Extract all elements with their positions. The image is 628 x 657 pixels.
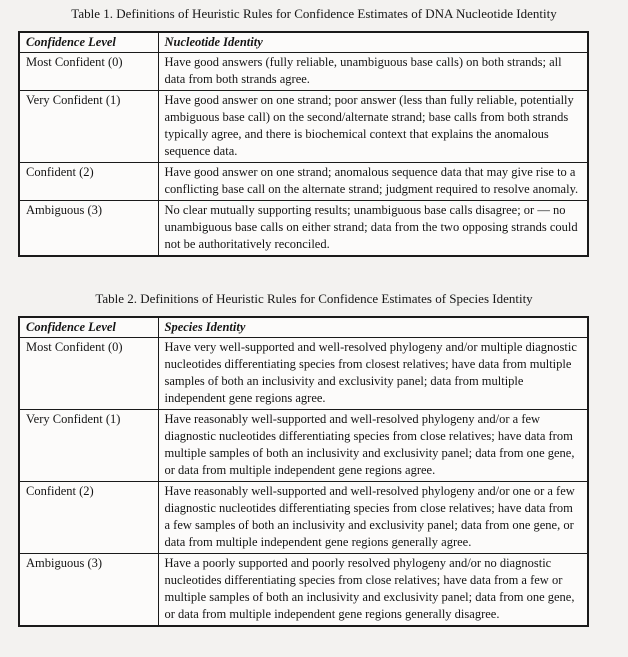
table-row [19,91,588,163]
column-header-species-identity: Species Identity [158,317,588,338]
description-cell: Have good answer on one strand; anomalous sequence data that may give rise to a conflicting base call on the alternate strand; judgment required to resolve anomaly. [158,163,588,201]
confidence-level-cell: Most Confident (0) [19,53,158,91]
confidence-level-cell: Ambiguous (3) [19,201,158,257]
column-header-nucleotide-identity: Nucleotide Identity [158,32,588,53]
table-row [19,53,588,91]
column-header-confidence-level: Confidence Level [19,317,158,338]
confidence-level-cell: Ambiguous (3) [19,554,158,627]
description-cell: Have very well-supported and well-resolved phylogeny and/or multiple diagnostic nucleotides differentiating species from closest relatives; have data from multiple samples of both an inclusivity and exclusivity panel; data from multiple independent gene regions agree. [158,338,588,410]
table-row [19,201,588,257]
column-header-confidence-level: Confidence Level [19,32,158,53]
confidence-level-cell: Most Confident (0) [19,338,158,410]
description-cell: Have reasonably well-supported and well-resolved phylogeny and/or one or a few diagnostic nucleotides differentiating species from close relatives; have data from a few samples of both an inclusivity and exclusivity panel; data from one gene, or data from multiple independent gene regions generally agree. [158,482,588,554]
table-1-dna-nucleotide-identity [18,31,589,257]
table-row [19,338,588,410]
table-row [19,410,588,482]
table-row [19,163,588,201]
table-header-row [19,32,588,53]
table-row [19,482,588,554]
table1-caption: Table 1. Definitions of Heuristic Rules for Confidence Estimates of DNA Nucleotide Identity [71,6,557,21]
confidence-level-cell: Confident (2) [19,163,158,201]
table-row [19,554,588,627]
description-cell: Have good answer on one strand; poor answer (less than fully reliable, potentially ambiguous base call) on the second/alternate strand; base calls from both strands typically agree, and there is biochemical context that explains the anomalous sequence data. [158,91,588,163]
description-cell: Have reasonably well-supported and well-resolved phylogeny and/or a few diagnostic nucleotides differentiating species from close relatives; have data from multiple samples of both an inclusivity and exclusivity panel; data from one gene, or data from multiple independent gene regions agree. [158,410,588,482]
description-cell: Have a poorly supported and poorly resolved phylogeny and/or no diagnostic nucleotides differentiating species from close relatives; have data from a few or multiple samples of both an inclusivity and exclusivity panel; data from one gene, or data from multiple independent gene regions generally disagree. [158,554,588,627]
table-header-row [19,317,588,338]
confidence-level-cell: Confident (2) [19,482,158,554]
description-cell: Have good answers (fully reliable, unambiguous base calls) on both strands; all data from both strands agree. [158,53,588,91]
confidence-level-cell: Very Confident (1) [19,410,158,482]
confidence-level-cell: Very Confident (1) [19,91,158,163]
description-cell: No clear mutually supporting results; unambiguous base calls disagree; or — no unambiguous base calls on either strand; data from the two opposing strands could not be authoritatively reconciled. [158,201,588,257]
table2-caption: Table 2. Definitions of Heuristic Rules for Confidence Estimates of Species Identity [95,291,533,306]
table-2-species-identity [18,316,589,627]
